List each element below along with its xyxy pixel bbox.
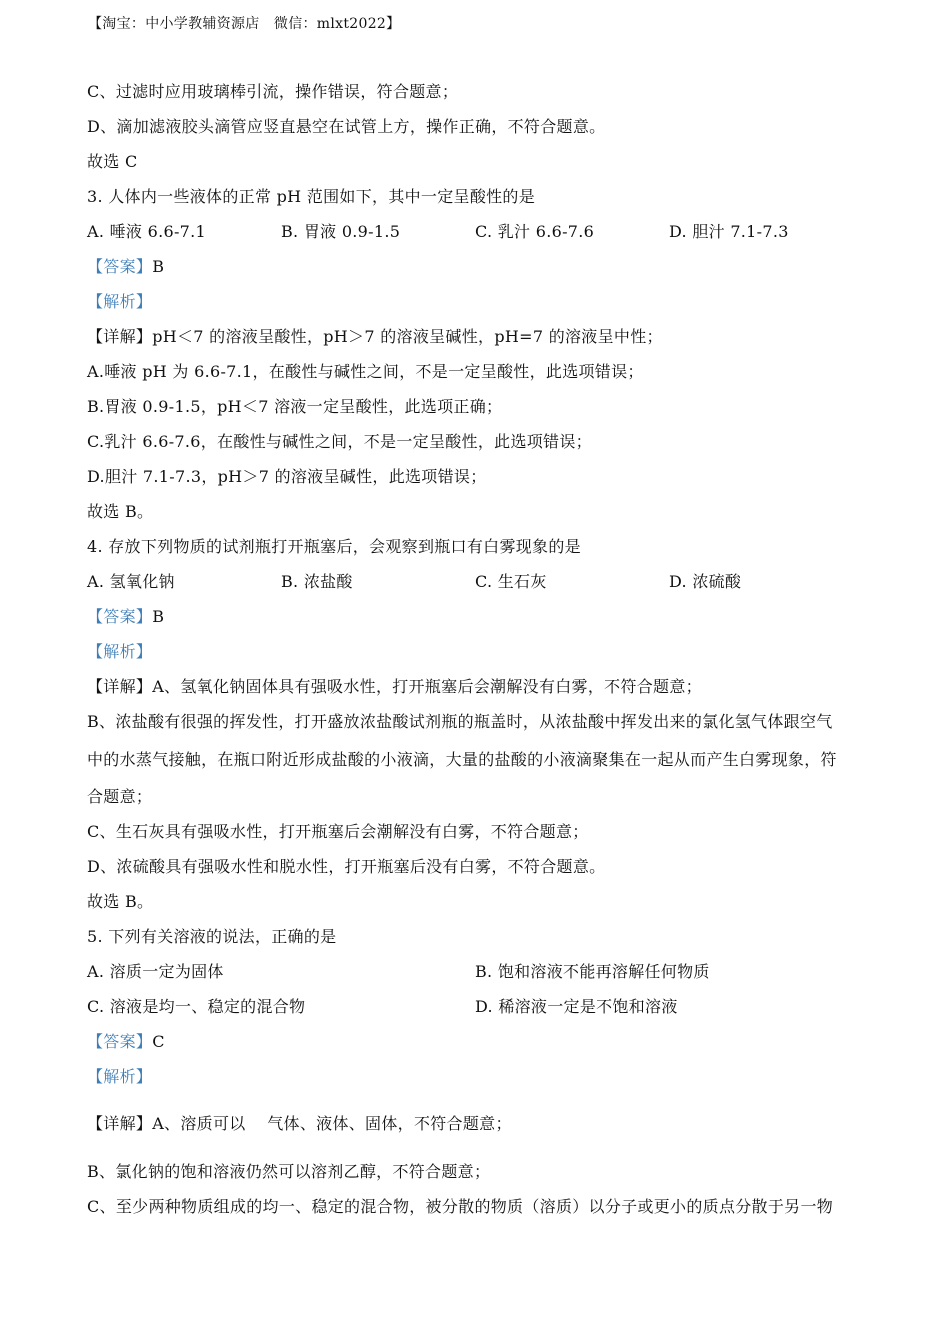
q4-detail-line: B、浓盐酸有很强的挥发性，打开盛放浓盐酸试剂瓶的瓶盖时，从浓盐酸中挥发出来的氯化氢气体跟空气 <box>87 712 833 731</box>
q2-choice: 故选 C <box>87 152 138 171</box>
q5-option-b: B. 饱和溶液不能再溶解任何物质 <box>475 962 710 981</box>
q3-stem: 3. 人体内一些液体的正常 pH 范围如下，其中一定呈酸性的是 <box>87 187 536 206</box>
q5-stem: 5. 下列有关溶液的说法，正确的是 <box>87 927 337 946</box>
q3-detail-line: D.胆汁 7.1-7.3，pH＞7 的溶液呈碱性，此选项错误； <box>87 467 487 486</box>
q5-detail <box>87 1114 512 1134</box>
q3-detail-line: A.唾液 pH 为 6.6-7.1，在酸性与碱性之间，不是一定呈酸性，此选项错误； <box>87 362 644 381</box>
q3-analysis-tag: 【解析】 <box>87 292 153 311</box>
q5-detail-line: B、氯化钠的饱和溶液仍然可以溶剂乙醇，不符合题意； <box>87 1162 491 1181</box>
answer-tag: 【答案】 <box>87 1032 153 1051</box>
answer-value: C <box>152 1032 165 1051</box>
q5-option-a: A. 溶质一定为固体 <box>87 962 224 981</box>
answer-tag: 【答案】 <box>87 257 153 276</box>
detail-tag: 【详解】 <box>87 1114 153 1133</box>
q3-detail-line: B.胃液 0.9-1.5，pH＜7 溶液一定呈酸性，此选项正确； <box>87 397 503 416</box>
q3-choice: 故选 B。 <box>87 502 154 521</box>
q4-detail-line: C、生石灰具有强吸水性，打开瓶塞后会潮解没有白雾，不符合题意； <box>87 822 589 841</box>
q2-option-c-explanation: C、过滤时应用玻璃棒引流，操作错误，符合题意； <box>87 82 459 101</box>
q3-option-c: C. 乳汁 6.6-7.6 <box>475 222 595 241</box>
q5-answer <box>87 1032 165 1052</box>
q4-option-b: B. 浓盐酸 <box>281 572 353 591</box>
detail-tag: 【详解】 <box>87 327 153 346</box>
q5-option-c: C. 溶液是均一、稳定的混合物 <box>87 997 306 1016</box>
q3-option-b: B. 胃液 0.9-1.5 <box>281 222 401 241</box>
q3-option-a: A. 唾液 6.6-7.1 <box>87 222 207 241</box>
q5-option-d: D. 稀溶液一定是不饱和溶液 <box>475 997 678 1016</box>
q5-detail-line: C、至少两种物质组成的均一、稳定的混合物，被分散的物质（溶质）以分子或更小的质点分散于另一物 <box>87 1197 834 1216</box>
detail-text: A、溶质可以 气体、液体、固体，不符合题意； <box>152 1114 512 1133</box>
q3-detail <box>87 327 663 347</box>
q4-option-a: A. 氢氧化钠 <box>87 572 175 591</box>
answer-tag: 【答案】 <box>87 607 153 626</box>
q4-option-c: C. 生石灰 <box>475 572 547 591</box>
q4-stem: 4. 存放下列物质的试剂瓶打开瓶塞后，会观察到瓶口有白雾现象的是 <box>87 537 581 556</box>
detail-text: A、氢氧化钠固体具有强吸水性，打开瓶塞后会潮解没有白雾，不符合题意； <box>152 677 702 696</box>
q3-detail-line: C.乳汁 6.6-7.6，在酸性与碱性之间，不是一定呈酸性，此选项错误； <box>87 432 592 451</box>
detail-text: pH＜7 的溶液呈酸性，pH＞7 的溶液呈碱性，pH=7 的溶液呈中性； <box>152 327 663 346</box>
answer-value: B <box>152 607 165 626</box>
page-header: 【淘宝：中小学教辅资源店 微信：mlxt2022】 <box>88 16 401 32</box>
q4-detail <box>87 677 702 697</box>
q4-detail-line: 合题意； <box>87 787 153 806</box>
q4-detail-line: D、浓硫酸具有强吸水性和脱水性，打开瓶塞后没有白雾，不符合题意。 <box>87 857 606 876</box>
q4-option-d: D. 浓硫酸 <box>669 572 742 591</box>
q2-option-d-explanation: D、滴加滤液胶头滴管应竖直悬空在试管上方，操作正确，不符合题意。 <box>87 117 606 136</box>
q4-analysis-tag: 【解析】 <box>87 642 153 661</box>
q4-detail-line: 中的水蒸气接触，在瓶口附近形成盐酸的小液滴，大量的盐酸的小液滴聚集在一起从而产生白雾现象，符 <box>87 750 837 769</box>
q3-option-d: D. 胆汁 7.1-7.3 <box>669 222 789 241</box>
q4-answer <box>87 607 164 627</box>
answer-value: B <box>152 257 165 276</box>
q5-analysis-tag: 【解析】 <box>87 1067 153 1086</box>
q3-answer <box>87 257 164 277</box>
q4-choice: 故选 B。 <box>87 892 154 911</box>
detail-tag: 【详解】 <box>87 677 153 696</box>
